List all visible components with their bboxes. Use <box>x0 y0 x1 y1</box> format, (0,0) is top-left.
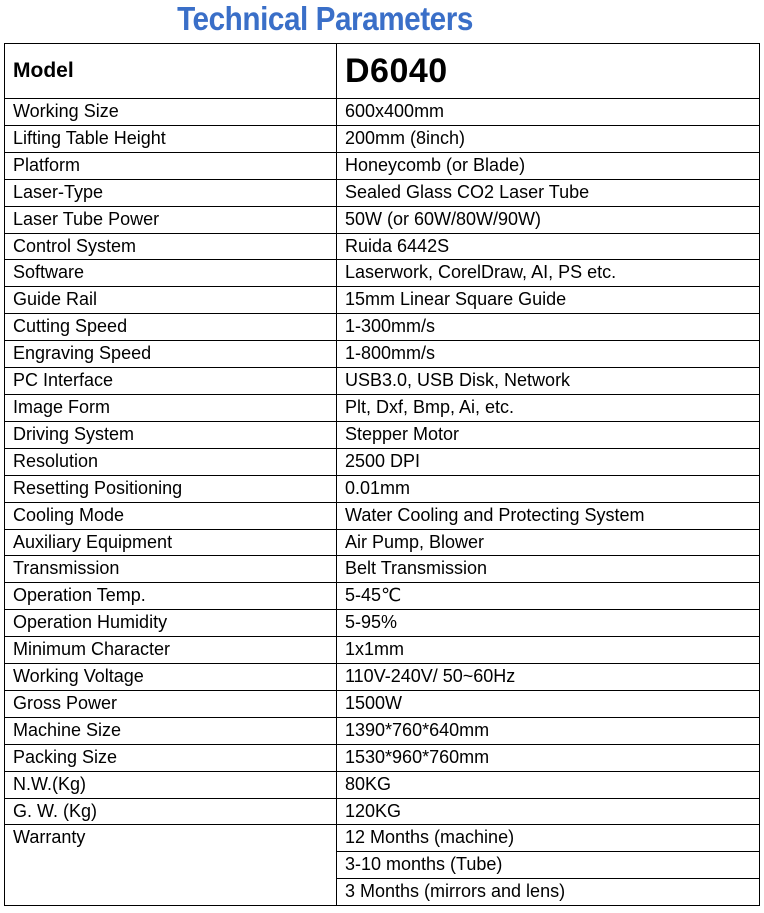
warranty-value: 12 Months (machine) <box>337 825 760 852</box>
param-value: Ruida 6442S <box>337 233 760 260</box>
param-label: Laser Tube Power <box>5 206 337 233</box>
param-label: Lifting Table Height <box>5 125 337 152</box>
table-row <box>5 717 760 744</box>
param-value: Laserwork, CorelDraw, AI, PS etc. <box>337 260 760 287</box>
model-value: D6040 <box>337 44 760 99</box>
param-label: G. W. (Kg) <box>5 798 337 825</box>
warranty-value: 3-10 months (Tube) <box>337 852 760 879</box>
table-row <box>5 233 760 260</box>
param-label: Transmission <box>5 556 337 583</box>
param-label: Minimum Character <box>5 637 337 664</box>
param-value: Water Cooling and Protecting System <box>337 502 760 529</box>
table-row <box>5 502 760 529</box>
param-label: PC Interface <box>5 368 337 395</box>
table-row <box>5 744 760 771</box>
param-value: 50W (or 60W/80W/90W) <box>337 206 760 233</box>
table-row <box>5 798 760 825</box>
param-value: 1x1mm <box>337 637 760 664</box>
table-row <box>5 125 760 152</box>
param-label: Cooling Mode <box>5 502 337 529</box>
param-label: Image Form <box>5 394 337 421</box>
param-value: Stepper Motor <box>337 421 760 448</box>
table-row <box>5 314 760 341</box>
table-row <box>5 179 760 206</box>
param-label: Software <box>5 260 337 287</box>
param-value: Honeycomb (or Blade) <box>337 152 760 179</box>
param-value: 1390*760*640mm <box>337 717 760 744</box>
param-value: 1-800mm/s <box>337 341 760 368</box>
param-label: Guide Rail <box>5 287 337 314</box>
param-label: Working Size <box>5 99 337 126</box>
param-value: 80KG <box>337 771 760 798</box>
technical-parameters-table <box>4 43 760 906</box>
table-row <box>5 394 760 421</box>
param-label: Operation Humidity <box>5 610 337 637</box>
param-value: 0.01mm <box>337 475 760 502</box>
param-label: Working Voltage <box>5 664 337 691</box>
param-value: 200mm (8inch) <box>337 125 760 152</box>
table-row <box>5 529 760 556</box>
param-label: Platform <box>5 152 337 179</box>
table-row <box>5 475 760 502</box>
table-row <box>5 99 760 126</box>
param-label: Packing Size <box>5 744 337 771</box>
param-label: Resolution <box>5 448 337 475</box>
param-label: N.W.(Kg) <box>5 771 337 798</box>
table-row <box>5 152 760 179</box>
param-label: Control System <box>5 233 337 260</box>
param-value: 600x400mm <box>337 99 760 126</box>
table-row <box>5 637 760 664</box>
param-value: 1530*960*760mm <box>337 744 760 771</box>
param-value: USB3.0, USB Disk, Network <box>337 368 760 395</box>
param-value: 15mm Linear Square Guide <box>337 287 760 314</box>
table-row <box>5 368 760 395</box>
param-label: Laser-Type <box>5 179 337 206</box>
table-row <box>5 206 760 233</box>
table-row <box>5 448 760 475</box>
param-value: 1500W <box>337 690 760 717</box>
warranty-value: 3 Months (mirrors and lens) <box>337 879 760 906</box>
param-value: Sealed Glass CO2 Laser Tube <box>337 179 760 206</box>
table-header-row <box>5 44 760 99</box>
table-row <box>5 341 760 368</box>
param-value: 5-95% <box>337 610 760 637</box>
table-row <box>5 664 760 691</box>
page-title: Technical Parameters <box>177 0 473 37</box>
warranty-row <box>5 825 760 852</box>
table-row <box>5 583 760 610</box>
param-label: Cutting Speed <box>5 314 337 341</box>
param-label: Gross Power <box>5 690 337 717</box>
param-label: Machine Size <box>5 717 337 744</box>
model-label: Model <box>5 44 337 99</box>
param-value: 110V-240V/ 50~60Hz <box>337 664 760 691</box>
param-label: Resetting Positioning <box>5 475 337 502</box>
param-value: 2500 DPI <box>337 448 760 475</box>
table-row <box>5 556 760 583</box>
table-row <box>5 690 760 717</box>
table-row <box>5 260 760 287</box>
param-label: Engraving Speed <box>5 341 337 368</box>
param-value: Air Pump, Blower <box>337 529 760 556</box>
param-label: Driving System <box>5 421 337 448</box>
param-label: Operation Temp. <box>5 583 337 610</box>
param-value: Plt, Dxf, Bmp, Ai, etc. <box>337 394 760 421</box>
table-row <box>5 287 760 314</box>
param-value: Belt Transmission <box>337 556 760 583</box>
table-row <box>5 421 760 448</box>
table-row <box>5 771 760 798</box>
table-row <box>5 610 760 637</box>
warranty-label: Warranty <box>5 825 337 906</box>
param-label: Auxiliary Equipment <box>5 529 337 556</box>
param-value: 1-300mm/s <box>337 314 760 341</box>
param-value: 5-45℃ <box>337 583 760 610</box>
param-value: 120KG <box>337 798 760 825</box>
